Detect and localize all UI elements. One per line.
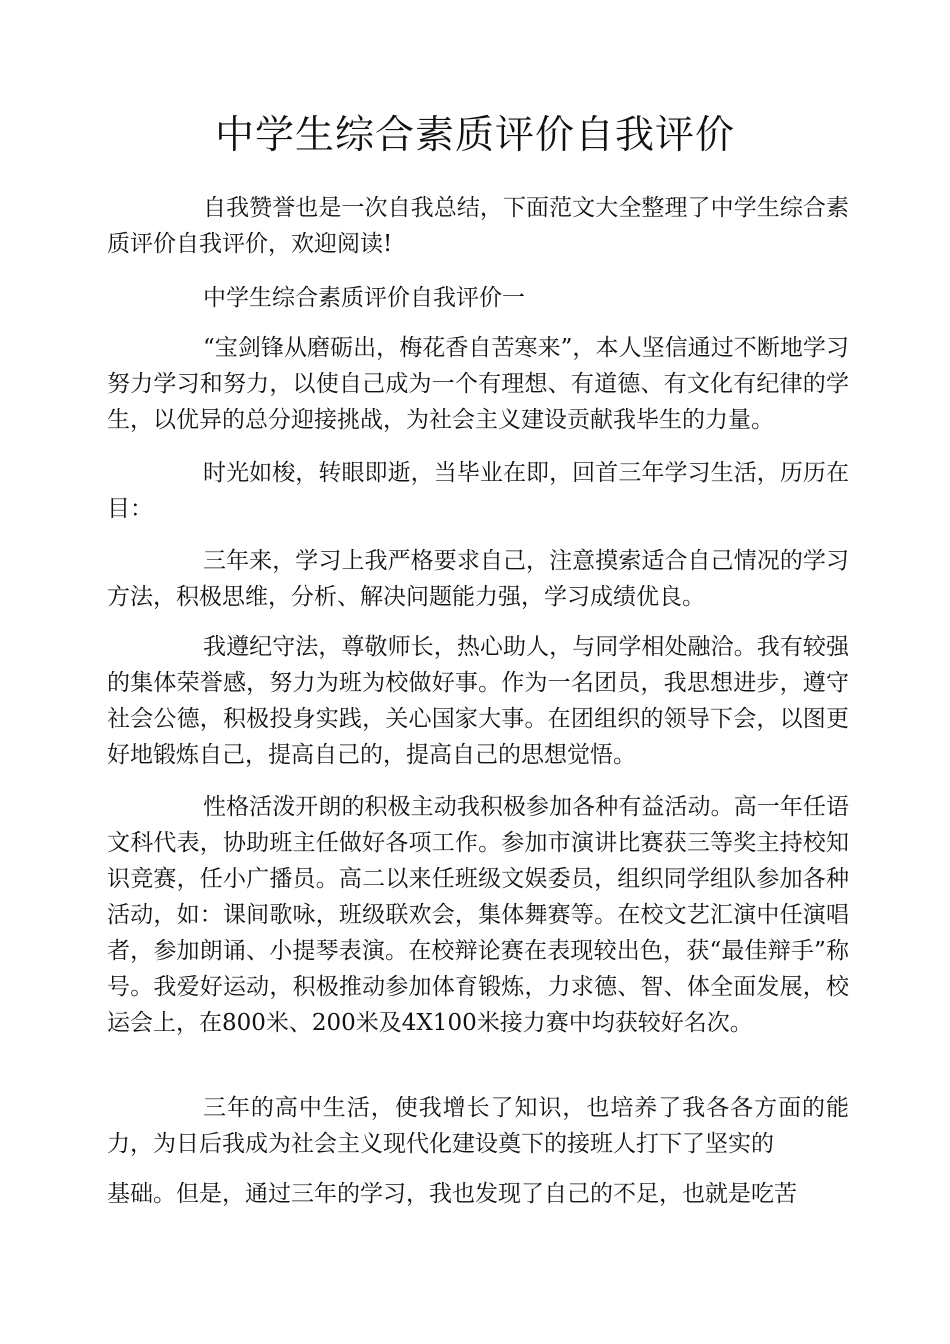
document-title: 中学生综合素质评价自我评价 [214, 113, 735, 158]
body-paragraph: 性格活泼开朗的积极主动我积极参加各种有益活动。高一年任语文科代表，协助班主任做好各项工作。参加市演讲比赛获三等奖主持校知识竞赛，任小广播员。高二以来任班级文娱委员，组织同学组队参加各种活动，如：课间歌咏，班级联欢会，集体舞赛等。在校文艺汇演中任演唱者，参加朗诵、小提琴表演。在校辩论赛在表现较出色，获“最佳辩手”称号。我爱好运动，积极推动参加体育锻炼，力求德、智、体全面发展，校运会上，在800米、200米及4X100米接力赛中均获较好名次。 [107, 794, 849, 1036]
body-paragraph: 时光如梭，转眼即逝，当毕业在即，回首三年学习生活，历历在目： [107, 460, 849, 522]
body-paragraph: 三年的高中生活，使我增长了知识，也培养了我各各方面的能力，为日后我成为社会主义现代化建设奠下的接班人打下了坚实的 [107, 1095, 849, 1157]
section-heading: 中学生综合素质评价自我评价一 [203, 285, 525, 311]
intro-paragraph: 自我赞誉也是一次自我总结，下面范文大全整理了中学生综合素质评价自我评价，欢迎阅读! [107, 195, 849, 257]
body-paragraph: “宝剑锋从磨砺出，梅花香自苦寒来”，本人坚信通过不断地学习努力学习和努力，以使自己成为一个有理想、有道德、有文化有纪律的学生，以优异的总分迎接挑战，为社会主义建设贡献我毕生的力量。 [107, 335, 849, 433]
body-paragraph: 三年来，学习上我严格要求自己，注意摸索适合自己情况的学习方法，积极思维，分析、解决问题能力强，学习成绩优良。 [107, 548, 849, 610]
body-paragraph-continuation: 基础。但是，通过三年的学习，我也发现了自己的不足，也就是吃苦 [107, 1181, 797, 1207]
body-paragraph: 我遵纪守法，尊敬师长，热心助人，与同学相处融洽。我有较强的集体荣誉感，努力为班为校做好事。作为一名团员，我思想进步，遵守社会公德，积极投身实践，关心国家大事。在团组织的领导下会，以图更好地锻炼自己，提高自己的，提高自己的思想觉悟。 [107, 634, 849, 768]
